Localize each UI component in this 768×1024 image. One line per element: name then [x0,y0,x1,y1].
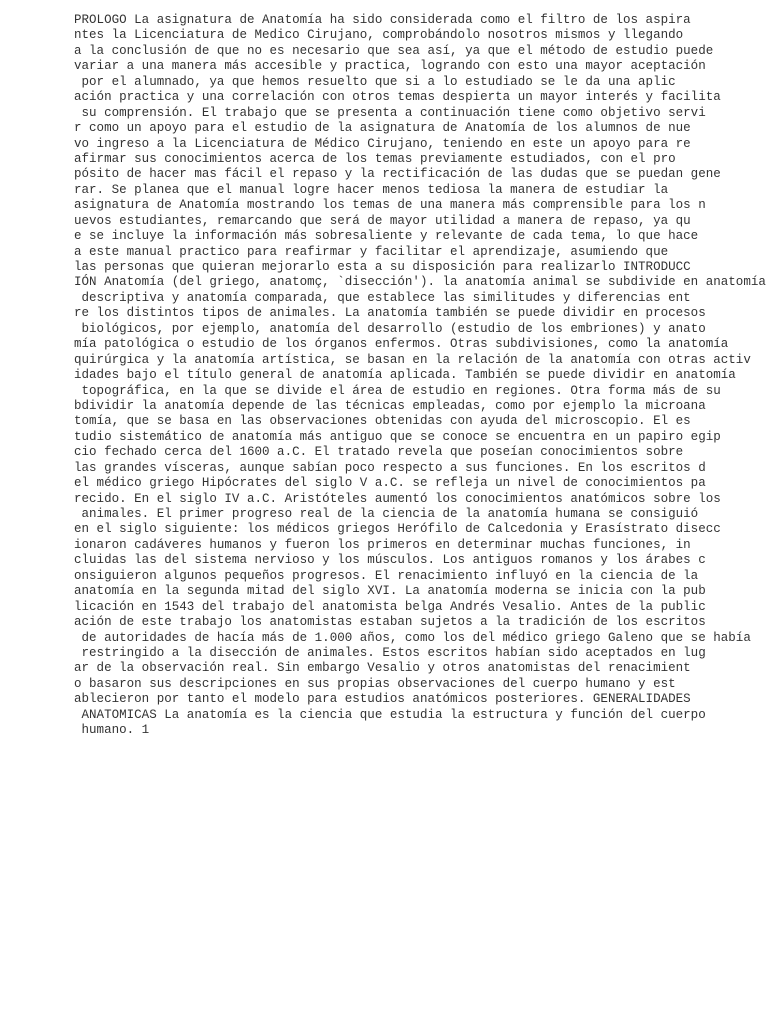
text-line: onsiguieron algunos pequeños progresos. El renacimiento influyó en la ciencia de la [74,567,699,583]
text-line: en el siglo siguiente: los médicos griegos Herófilo de Calcedonia y Erasístrato disecc [74,521,721,537]
text-line: mía patológica o estudio de los órganos enfermos. Otras subdivisiones, como la anatomía [74,336,729,352]
text-line: vo ingreso a la Licenciatura de Médico Cirujano, teniendo en este un apoyo para re [74,135,691,151]
text-line: PROLOGO La asignatura de Anatomía ha sido considerada como el filtro de los aspira [74,12,691,27]
text-line: asignatura de Anatomía mostrando los temas de una manera más comprensible para los n [74,197,706,213]
text-line: biológicos, por ejemplo, anatomía del desarrollo (estudio de los embriones) y anato [74,320,706,336]
text-line: las grandes vísceras, aunque sabían poco respecto a sus funciones. En los escritos d [74,459,706,475]
text-line: tudio sistemático de anatomía más antiguo que se conoce se encuentra en un papiro egip [74,428,721,444]
text-line: animales. El primer progreso real de la ciencia de la anatomía humana se consiguió [74,506,699,521]
text-line: ablecieron por tanto el modelo para estudios anatómicos posteriores. GENERALIDADES [74,691,691,707]
text-line: por el alumnado, ya que hemos resuelto que si a lo estudiado se le da una aplic [74,73,676,89]
text-line: el médico griego Hipócrates del siglo V a.C. se refleja un nivel de conocimientos pa [74,475,706,491]
text-line: su comprensión. El trabajo que se presenta a continuación tiene como objetivo servi [74,104,706,120]
text-line: cluidas las del sistema nervioso y los músculos. Los antiguos romanos y los árabes c [74,552,706,568]
text-line: bdividir la anatomía depende de las técnicas empleadas, como por ejemplo la microana [74,397,706,413]
text-line: ionaron cadáveres humanos y fueron los primeros en determinar muchas funciones, in [74,536,691,552]
text-line: idades bajo el título general de anatomía aplicada. También se puede dividir en anatomía [74,367,736,383]
text-line: restringido a la disección de animales. Estos escritos habían sido aceptados en lug [74,644,706,660]
text-line: a la conclusión de que no es necesario que sea así, ya que el método de estudio puede [74,42,714,58]
text-line: ANATOMICAS La anatomía es la ciencia que estudia la estructura y función del cuerpo [74,706,706,722]
text-line: recido. En el siglo IV a.C. Aristóteles aumentó los conocimientos anatómicos sobre los [74,490,721,506]
text-line: rar. Se planea que el manual logre hacer menos tediosa la manera de estudiar la [74,181,669,197]
text-line: variar a una manera más accesible y practica, logrando con esto una mayor aceptación [74,58,706,74]
text-line: anatomía en la segunda mitad del siglo XVI. La anatomía moderna se inicia con la pub [74,583,706,599]
text-line: afirmar sus conocimientos acerca de los temas previamente estudiados, con el pro [74,150,676,166]
text-line: r como un apoyo para el estudio de la asignatura de Anatomía de los alumnos de nue [74,120,691,136]
text-line: humano. 1 [74,722,150,738]
text-line: ntes la Licenciatura de Medico Cirujano, comprobándolo nosotros mismos y llegando [74,27,684,43]
text-line: e se incluye la información más sobresaliente y relevante de cada tema, lo que hace [74,228,699,244]
text-line: a este manual practico para reafirmar y facilitar el aprendizaje, asumiendo que [74,243,669,259]
text-line: tomía, que se basa en las observaciones obtenidas con ayuda del microscopio. El es [74,413,691,429]
text-line: topográfica, en la que se divide el área de estudio en regiones. Otra forma más de su [74,382,721,398]
text-line: quirúrgica y la anatomía artística, se basan en la relación de la anatomía con otras activ [74,351,751,367]
text-line: o basaron sus descripciones en sus propias observaciones del cuerpo humano y est [74,675,676,691]
text-line: re los distintos tipos de animales. La anatomía también se puede dividir en procesos [74,305,706,321]
text-line: las personas que quieran mejorarlo esta a su disposición para realizarlo INTRODUCC [74,259,691,274]
text-line: ación practica y una correlación con otros temas despierta un mayor interés y facilita [74,89,721,105]
text-line: descriptiva y anatomía comparada, que establece las similitudes y diferencias ent [74,289,691,305]
document-text [74,12,766,738]
text-line: uevos estudiantes, remarcando que será de mayor utilidad a manera de repaso, ya qu [74,212,691,228]
text-line: de autoridades de hacía más de 1.000 años, como los del médico griego Galeno que se había [74,629,751,645]
text-line: IÓN Anatomía (del griego, anatomç, `disección'). la anatomía animal se subdivide en anatomía [74,274,766,290]
text-line: ar de la observación real. Sin embargo Vesalio y otros anatomistas del renacimient [74,660,691,676]
text-line: cio fechado cerca del 1600 a.C. El tratado revela que poseían conocimientos sobre [74,444,684,460]
text-line: ación de este trabajo los anatomistas estaban sujetos a la tradición de los escritos [74,614,706,630]
text-line: licación en 1543 del trabajo del anatomista belga Andrés Vesalio. Antes de la public [74,598,706,614]
text-line: pósito de hacer mas fácil el repaso y la rectificación de las dudas que se puedan gene [74,166,721,182]
